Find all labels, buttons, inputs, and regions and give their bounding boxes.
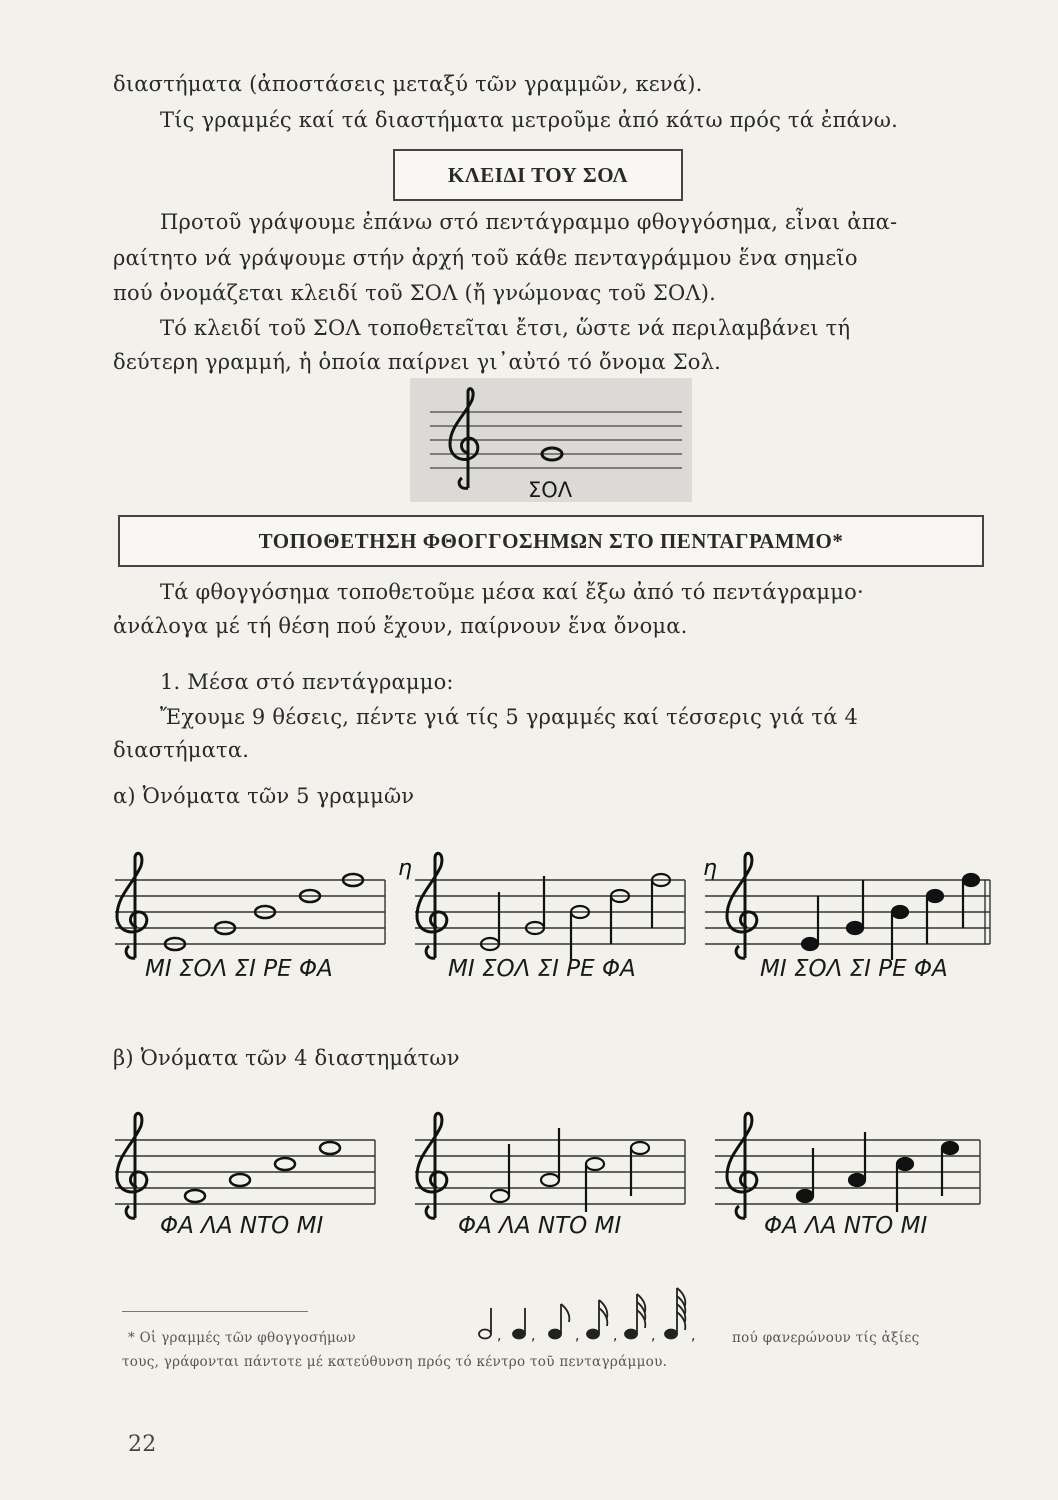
- staff-a3-label: ΜΙ ΣΟΛ ΣΙ ΡΕ ΦΑ: [760, 956, 948, 982]
- s1-line3: πού ὀνομάζεται κλειδί τοῦ ΣΟΛ (ἤ γνώμονας τοῦ ΣΟΛ).: [113, 281, 717, 305]
- staff-a2-label: ΜΙ ΣΟΛ ΣΙ ΡΕ ΦΑ: [448, 956, 636, 982]
- item1-line1: Ἔχουμε 9 θέσεις, πέντε γιά τίς 5 γραμμές καί τέσσερις γιά τά 4: [160, 705, 859, 729]
- footnote-line2: τους, γράφονται πάντοτε μέ κατεύθυνση πρός τό κέντρο τοῦ πενταγράμμου.: [122, 1354, 668, 1370]
- svg-text:,: ,: [497, 1328, 502, 1344]
- footnote-rule: [122, 1311, 308, 1312]
- section-title-notes-placement: ΤΟΠΟΘΕΤΗΣΗ ΦΘΟΓΓΟΣΗΜΩΝ ΣΤΟ ΠΕΝΤΑΓΡΑΜΜΟ*: [118, 515, 984, 567]
- svg-text:,: ,: [531, 1328, 536, 1344]
- treble-clef-icon: [117, 853, 757, 958]
- s1-line4: Τό κλειδί τοῦ ΣΟΛ τοποθετεῖται ἔτσι, ὥστε νά περιλαμβάνει τή: [160, 316, 851, 340]
- staff-b1-label: ΦΑ ΛΑ ΝΤΟ ΜΙ: [160, 1213, 324, 1239]
- footnote-line1-end: πού φανερώνουν τίς ἀξίες: [732, 1330, 920, 1346]
- svg-text:,: ,: [651, 1328, 656, 1344]
- section-title-treble-clef: ΚΛΕΙΔΙ ΤΟΥ ΣΟΛ: [393, 149, 683, 201]
- quarter-note-symbol: η: [703, 856, 717, 881]
- s1-line2: ραίτητο νά γράψουμε στήν ἀρχή τοῦ κάθε πενταγράμμου ἕνα σημεῖο: [113, 246, 858, 270]
- sub-b-title: β) Ὀνόματα τῶν 4 διαστημάτων: [113, 1046, 460, 1070]
- half-note-symbol: η: [398, 856, 412, 881]
- item-1: 1. Μέσα στό πεντάγραμμο:: [160, 670, 454, 694]
- count-line: Τίς γραμμές καί τά διαστήματα μετροῦμε ἀπό κάτω πρός τά ἐπάνω.: [160, 108, 898, 132]
- half-notes-group: [481, 874, 670, 960]
- s2-line2: ἀνάλογα μέ τή θέση πού ἔχουν, παίρνουν ἕνα ὄνομα.: [113, 614, 688, 638]
- clef-label: ΣΟΛ: [528, 478, 573, 502]
- staff-a1-label: ΜΙ ΣΟΛ ΣΙ ΡΕ ΦΑ: [145, 956, 333, 982]
- treble-clef-icon: [117, 1113, 757, 1218]
- note-values-figure: [475, 1282, 710, 1348]
- sub-a-title: α) Ὀνόματα τῶν 5 γραμμῶν: [113, 784, 415, 808]
- svg-text:,: ,: [575, 1328, 580, 1344]
- page-number: 22: [128, 1432, 157, 1457]
- treble-clef-icon: [450, 389, 478, 489]
- staff-b3-label: ΦΑ ΛΑ ΝΤΟ ΜΙ: [764, 1213, 928, 1239]
- quarter-notes-group: [802, 874, 979, 960]
- footnote-line1-start: * Οἱ γραμμές τῶν φθογγοσήμων: [128, 1330, 356, 1346]
- staff-row-spaces: [105, 1100, 995, 1230]
- svg-text:,: ,: [691, 1328, 696, 1344]
- s2-line1: Τά φθογγόσημα τοποθετοῦμε μέσα καί ἔξω ἀπό τό πεντάγραμμο·: [160, 580, 864, 604]
- intro-line: διαστήματα (ἀποστάσεις μεταξύ τῶν γραμμῶν, κενά).: [113, 72, 703, 96]
- svg-text:,: ,: [613, 1328, 618, 1344]
- s1-line1: Προτοῦ γράψουμε ἐπάνω στό πεντάγραμμο φθογγόσημα, εἶναι ἀπα-: [160, 210, 898, 234]
- item1-line2: διαστήματα.: [113, 738, 250, 762]
- s1-line5: δεύτερη γραμμή, ἡ ὁποία παίρνει γι᾽αὐτό τό ὄνομα Σολ.: [113, 350, 721, 374]
- staff-b2-label: ΦΑ ΛΑ ΝΤΟ ΜΙ: [458, 1213, 622, 1239]
